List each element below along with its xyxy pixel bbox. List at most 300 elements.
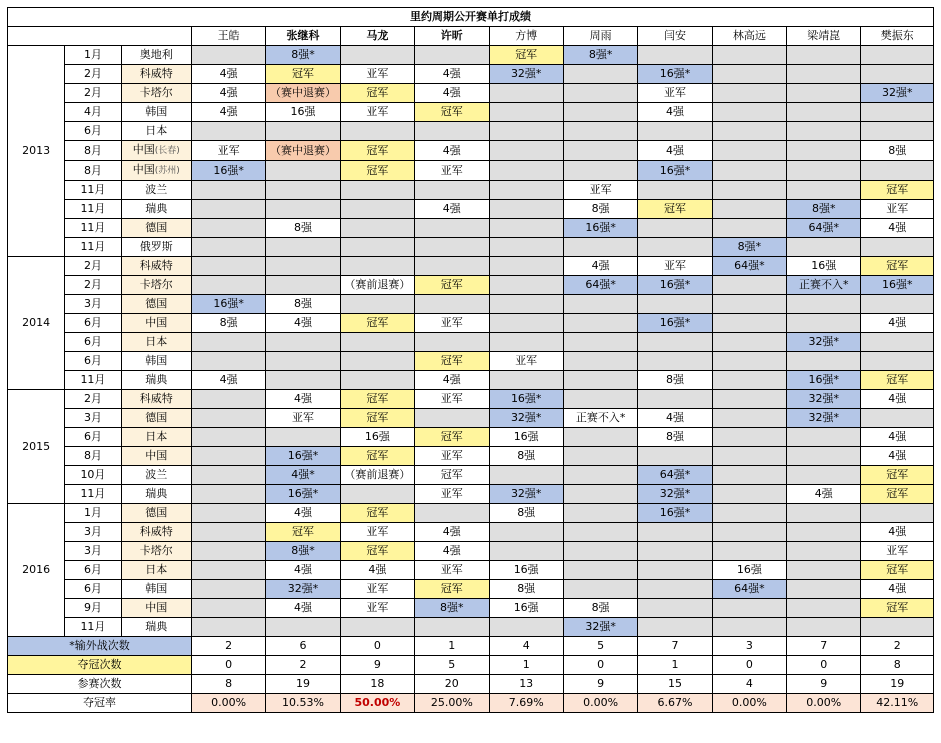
summary-value: 0.00% [191, 694, 265, 713]
event-row [8, 485, 934, 504]
summary-value: 15 [638, 675, 712, 694]
result-cell [563, 390, 637, 409]
result-cell: 8强 [563, 200, 637, 219]
title-rate-row [8, 694, 934, 713]
result-cell [712, 447, 786, 466]
event-row [8, 141, 934, 161]
result-cell: 64强* [712, 580, 786, 599]
result-cell: 4强 [861, 447, 934, 466]
result-cell: 4强 [415, 84, 489, 103]
result-cell [191, 276, 265, 295]
result-cell: 4强 [191, 65, 265, 84]
summary-label: 夺冠率 [8, 694, 192, 713]
result-cell [712, 599, 786, 618]
result-cell: 冠军 [340, 390, 414, 409]
title-row [8, 8, 934, 27]
country-cell [121, 219, 191, 238]
country-cell [121, 122, 191, 141]
month-cell: 6月 [65, 333, 121, 352]
summary-value: 0 [712, 656, 786, 675]
result-cell: 亚军 [861, 542, 934, 561]
result-cell [415, 181, 489, 200]
result-cell: 亚军 [340, 599, 414, 618]
result-cell [563, 103, 637, 122]
result-cell [563, 333, 637, 352]
result-cell [638, 390, 712, 409]
country-name: 德国 [145, 221, 168, 234]
result-cell [638, 599, 712, 618]
result-cell [415, 46, 489, 65]
result-cell: 冠军 [415, 466, 489, 485]
country-cell [121, 295, 191, 314]
country-cell [121, 523, 191, 542]
result-cell [787, 580, 861, 599]
result-cell: 8强 [489, 447, 563, 466]
result-cell [638, 238, 712, 257]
country-name: 日本 [145, 124, 168, 137]
summary-value: 8 [191, 675, 265, 694]
result-cell: 8强 [563, 599, 637, 618]
result-cell: 4强 [415, 523, 489, 542]
result-cell [712, 122, 786, 141]
result-cell [489, 84, 563, 103]
player-header: 周雨 [563, 27, 637, 46]
result-cell [191, 561, 265, 580]
result-cell [787, 561, 861, 580]
result-cell [191, 409, 265, 428]
result-cell: 32强* [266, 580, 340, 599]
result-cell [340, 485, 414, 504]
month-cell: 11月 [65, 200, 121, 219]
entries-row [8, 675, 934, 694]
result-cell [489, 371, 563, 390]
result-cell [638, 295, 712, 314]
result-cell [191, 504, 265, 523]
result-cell: 16强 [712, 561, 786, 580]
result-cell [415, 219, 489, 238]
country-cell [121, 84, 191, 103]
event-row [8, 390, 934, 409]
result-cell: 亚军 [415, 314, 489, 333]
summary-value: 0 [191, 656, 265, 675]
result-cell [415, 295, 489, 314]
player-header: 樊振东 [861, 27, 934, 46]
result-cell: 8强 [266, 295, 340, 314]
result-cell: 8强 [489, 504, 563, 523]
month-cell: 9月 [65, 599, 121, 618]
country-name: 卡塔尔 [139, 86, 173, 99]
result-cell: 冠军 [861, 466, 934, 485]
result-cell [787, 428, 861, 447]
country-cell [121, 466, 191, 485]
event-row [8, 219, 934, 238]
result-cell: 亚军 [415, 390, 489, 409]
summary-value: 5 [415, 656, 489, 675]
result-cell: 冠军 [340, 447, 414, 466]
result-cell: （赛前退赛） [340, 276, 414, 295]
month-cell: 4月 [65, 103, 121, 122]
month-cell: 11月 [65, 371, 121, 390]
country-name: 卡塔尔 [139, 544, 173, 557]
event-row [8, 200, 934, 219]
result-cell: 16强* [489, 390, 563, 409]
result-cell: 4强 [861, 580, 934, 599]
result-cell: 16强* [266, 447, 340, 466]
player-header: 张继科 [266, 27, 340, 46]
country-cell [121, 103, 191, 122]
summary-value: 20 [415, 675, 489, 694]
country-name: 中国 [145, 601, 168, 614]
result-cell: （赛中退赛） [266, 141, 340, 161]
result-cell [787, 141, 861, 161]
result-cell: 4强 [861, 428, 934, 447]
country-name: 中国 [132, 143, 155, 156]
result-cell [787, 65, 861, 84]
result-cell: 冠军 [266, 523, 340, 542]
result-cell: 4强 [638, 409, 712, 428]
result-cell [340, 295, 414, 314]
result-cell [712, 314, 786, 333]
result-cell [415, 333, 489, 352]
country-name: 日本 [145, 430, 168, 443]
result-cell: 16强* [191, 161, 265, 181]
year-cell: 2013 [8, 46, 65, 257]
result-cell [861, 122, 934, 141]
result-cell: 8强 [191, 314, 265, 333]
country-name: 中国 [145, 316, 168, 329]
city-note: (苏州) [154, 166, 180, 176]
result-cell: 4强 [191, 371, 265, 390]
result-cell [712, 485, 786, 504]
result-cell [861, 409, 934, 428]
event-row [8, 65, 934, 84]
result-cell [340, 181, 414, 200]
result-cell [563, 314, 637, 333]
summary-value: 3 [712, 637, 786, 656]
city-note: (长春) [154, 146, 180, 156]
summary-label: 参赛次数 [8, 675, 192, 694]
country-cell [121, 257, 191, 276]
result-cell: 8强 [861, 141, 934, 161]
result-cell: 8强* [266, 542, 340, 561]
result-cell [712, 504, 786, 523]
result-cell: 8强* [787, 200, 861, 219]
result-cell [787, 447, 861, 466]
result-cell [340, 122, 414, 141]
summary-value: 6.67% [638, 694, 712, 713]
result-cell: 16强 [489, 428, 563, 447]
month-cell: 6月 [65, 122, 121, 141]
result-cell: 16强* [638, 161, 712, 181]
result-cell [638, 523, 712, 542]
country-cell [121, 428, 191, 447]
event-row [8, 276, 934, 295]
month-cell: 8月 [65, 161, 121, 181]
result-cell: 16强 [340, 428, 414, 447]
month-cell: 6月 [65, 352, 121, 371]
result-cell [191, 352, 265, 371]
event-row [8, 447, 934, 466]
country-name: 科威特 [139, 67, 173, 80]
result-cell [191, 181, 265, 200]
result-cell: 亚军 [415, 561, 489, 580]
result-cell [563, 352, 637, 371]
result-cell: 64强* [638, 466, 712, 485]
result-cell: 4强 [340, 561, 414, 580]
result-cell [489, 219, 563, 238]
results-table [7, 7, 934, 713]
result-cell: 4强 [191, 84, 265, 103]
result-cell: 16强 [489, 599, 563, 618]
page-title: 里约周期公开赛单打成绩 [8, 8, 934, 27]
result-cell: 4强 [415, 200, 489, 219]
country-cell [121, 542, 191, 561]
result-cell [787, 314, 861, 333]
result-cell: 4强 [563, 257, 637, 276]
result-cell: 冠军 [340, 504, 414, 523]
result-cell: 4强 [638, 103, 712, 122]
country-cell [121, 314, 191, 333]
result-cell [415, 409, 489, 428]
result-cell: 16强* [266, 485, 340, 504]
summary-label: *输外战次数 [8, 637, 192, 656]
result-cell [712, 352, 786, 371]
result-cell [489, 141, 563, 161]
result-cell: 8强* [415, 599, 489, 618]
summary-label: 夺冠次数 [8, 656, 192, 675]
result-cell [563, 523, 637, 542]
result-cell: 冠军 [415, 352, 489, 371]
result-cell: 正赛不入* [563, 409, 637, 428]
result-cell: 亚军 [489, 352, 563, 371]
result-cell: 32强* [489, 65, 563, 84]
result-cell: 4强 [861, 314, 934, 333]
event-row [8, 599, 934, 618]
result-cell [415, 257, 489, 276]
summary-value: 1 [638, 656, 712, 675]
result-cell [191, 599, 265, 618]
result-cell [787, 103, 861, 122]
result-cell [191, 122, 265, 141]
summary-value: 4 [712, 675, 786, 694]
result-cell [489, 314, 563, 333]
result-cell [489, 238, 563, 257]
month-cell: 3月 [65, 295, 121, 314]
event-row [8, 504, 934, 523]
result-cell [861, 161, 934, 181]
result-cell: 4强 [415, 542, 489, 561]
result-cell: 4强 [266, 561, 340, 580]
month-cell: 6月 [65, 428, 121, 447]
country-cell [121, 65, 191, 84]
event-row [8, 46, 934, 65]
result-cell: 4强 [415, 65, 489, 84]
result-cell [489, 542, 563, 561]
event-row [8, 295, 934, 314]
player-header: 马龙 [340, 27, 414, 46]
result-cell: 64强* [563, 276, 637, 295]
result-cell [563, 161, 637, 181]
result-cell [489, 618, 563, 637]
result-cell [489, 103, 563, 122]
country-cell [121, 561, 191, 580]
result-cell [340, 238, 414, 257]
result-cell: 4强 [191, 103, 265, 122]
result-cell: 冠军 [266, 65, 340, 84]
result-cell [489, 161, 563, 181]
result-cell [787, 466, 861, 485]
result-cell [787, 238, 861, 257]
country-name: 中国 [145, 449, 168, 462]
result-cell [266, 618, 340, 637]
result-cell [266, 122, 340, 141]
summary-value: 0.00% [563, 694, 637, 713]
result-cell: 冠军 [415, 276, 489, 295]
result-cell [191, 523, 265, 542]
result-cell: 冠军 [861, 371, 934, 390]
result-cell [191, 238, 265, 257]
country-name: 韩国 [145, 354, 168, 367]
result-cell: 冠军 [340, 84, 414, 103]
result-cell: 16强* [787, 371, 861, 390]
result-cell [563, 141, 637, 161]
country-name: 韩国 [145, 582, 168, 595]
result-cell: 冠军 [489, 46, 563, 65]
result-cell: 亚军 [340, 103, 414, 122]
result-cell: 亚军 [340, 523, 414, 542]
result-cell: 32强* [638, 485, 712, 504]
result-cell [266, 333, 340, 352]
month-cell: 11月 [65, 618, 121, 637]
results-table-container [7, 7, 934, 713]
country-cell [121, 161, 191, 181]
month-cell: 2月 [65, 390, 121, 409]
summary-body [8, 637, 934, 713]
country-name: 德国 [145, 411, 168, 424]
result-cell: 冠军 [861, 599, 934, 618]
result-cell [266, 181, 340, 200]
result-cell [787, 181, 861, 200]
result-cell [191, 46, 265, 65]
result-cell [712, 466, 786, 485]
result-cell [191, 428, 265, 447]
result-cell [712, 103, 786, 122]
event-row [8, 84, 934, 103]
results-body [8, 46, 934, 637]
result-cell: 32强* [787, 409, 861, 428]
month-cell: 8月 [65, 447, 121, 466]
result-cell [861, 504, 934, 523]
result-cell: 8强 [638, 371, 712, 390]
result-cell [563, 485, 637, 504]
result-cell: 16强* [563, 219, 637, 238]
player-header: 许昕 [415, 27, 489, 46]
result-cell [787, 122, 861, 141]
result-cell [191, 542, 265, 561]
player-header: 闫安 [638, 27, 712, 46]
country-name: 日本 [145, 335, 168, 348]
country-cell [121, 352, 191, 371]
month-cell: 2月 [65, 276, 121, 295]
result-cell [712, 161, 786, 181]
country-cell [121, 390, 191, 409]
result-cell [861, 46, 934, 65]
result-cell: 4强 [415, 371, 489, 390]
result-cell: 4强 [266, 599, 340, 618]
result-cell [861, 295, 934, 314]
month-cell: 6月 [65, 561, 121, 580]
result-cell: 冠军 [340, 314, 414, 333]
result-cell [712, 295, 786, 314]
result-cell [191, 390, 265, 409]
result-cell: 4强 [266, 314, 340, 333]
result-cell: 冠军 [638, 200, 712, 219]
result-cell [787, 46, 861, 65]
result-cell: 16强 [266, 103, 340, 122]
result-cell: 冠军 [340, 409, 414, 428]
event-row [8, 352, 934, 371]
result-cell [489, 200, 563, 219]
result-cell: 8强 [266, 219, 340, 238]
result-cell [340, 618, 414, 637]
result-cell: （赛前退赛） [340, 466, 414, 485]
summary-value: 7.69% [489, 694, 563, 713]
result-cell [712, 181, 786, 200]
country-name: 日本 [145, 563, 168, 576]
result-cell [191, 466, 265, 485]
result-cell [861, 333, 934, 352]
result-cell [712, 523, 786, 542]
result-cell [340, 257, 414, 276]
result-cell: 4强* [266, 466, 340, 485]
event-row [8, 103, 934, 122]
result-cell [787, 523, 861, 542]
month-cell: 11月 [65, 219, 121, 238]
result-cell: 32强* [787, 333, 861, 352]
result-cell [563, 238, 637, 257]
event-row [8, 314, 934, 333]
result-cell [787, 599, 861, 618]
month-cell: 11月 [65, 181, 121, 200]
result-cell: （赛中退赛） [266, 84, 340, 103]
month-cell: 2月 [65, 257, 121, 276]
result-cell: 亚军 [563, 181, 637, 200]
result-cell: 亚军 [415, 161, 489, 181]
summary-value: 8 [861, 656, 934, 675]
result-cell [787, 295, 861, 314]
player-header: 梁靖崑 [787, 27, 861, 46]
result-cell [340, 371, 414, 390]
player-header: 方博 [489, 27, 563, 46]
result-cell [340, 46, 414, 65]
result-cell: 32强* [563, 618, 637, 637]
result-cell [787, 504, 861, 523]
result-cell [563, 561, 637, 580]
result-cell [787, 161, 861, 181]
country-cell [121, 485, 191, 504]
month-cell: 1月 [65, 504, 121, 523]
result-cell [563, 295, 637, 314]
outside-loss-row [8, 637, 934, 656]
result-cell: 64强* [787, 219, 861, 238]
summary-value: 19 [266, 675, 340, 694]
result-cell [266, 428, 340, 447]
summary-value: 9 [563, 675, 637, 694]
country-cell [121, 447, 191, 466]
corner-cell [8, 27, 192, 46]
result-cell: 4强 [415, 141, 489, 161]
result-cell: 8强 [638, 428, 712, 447]
